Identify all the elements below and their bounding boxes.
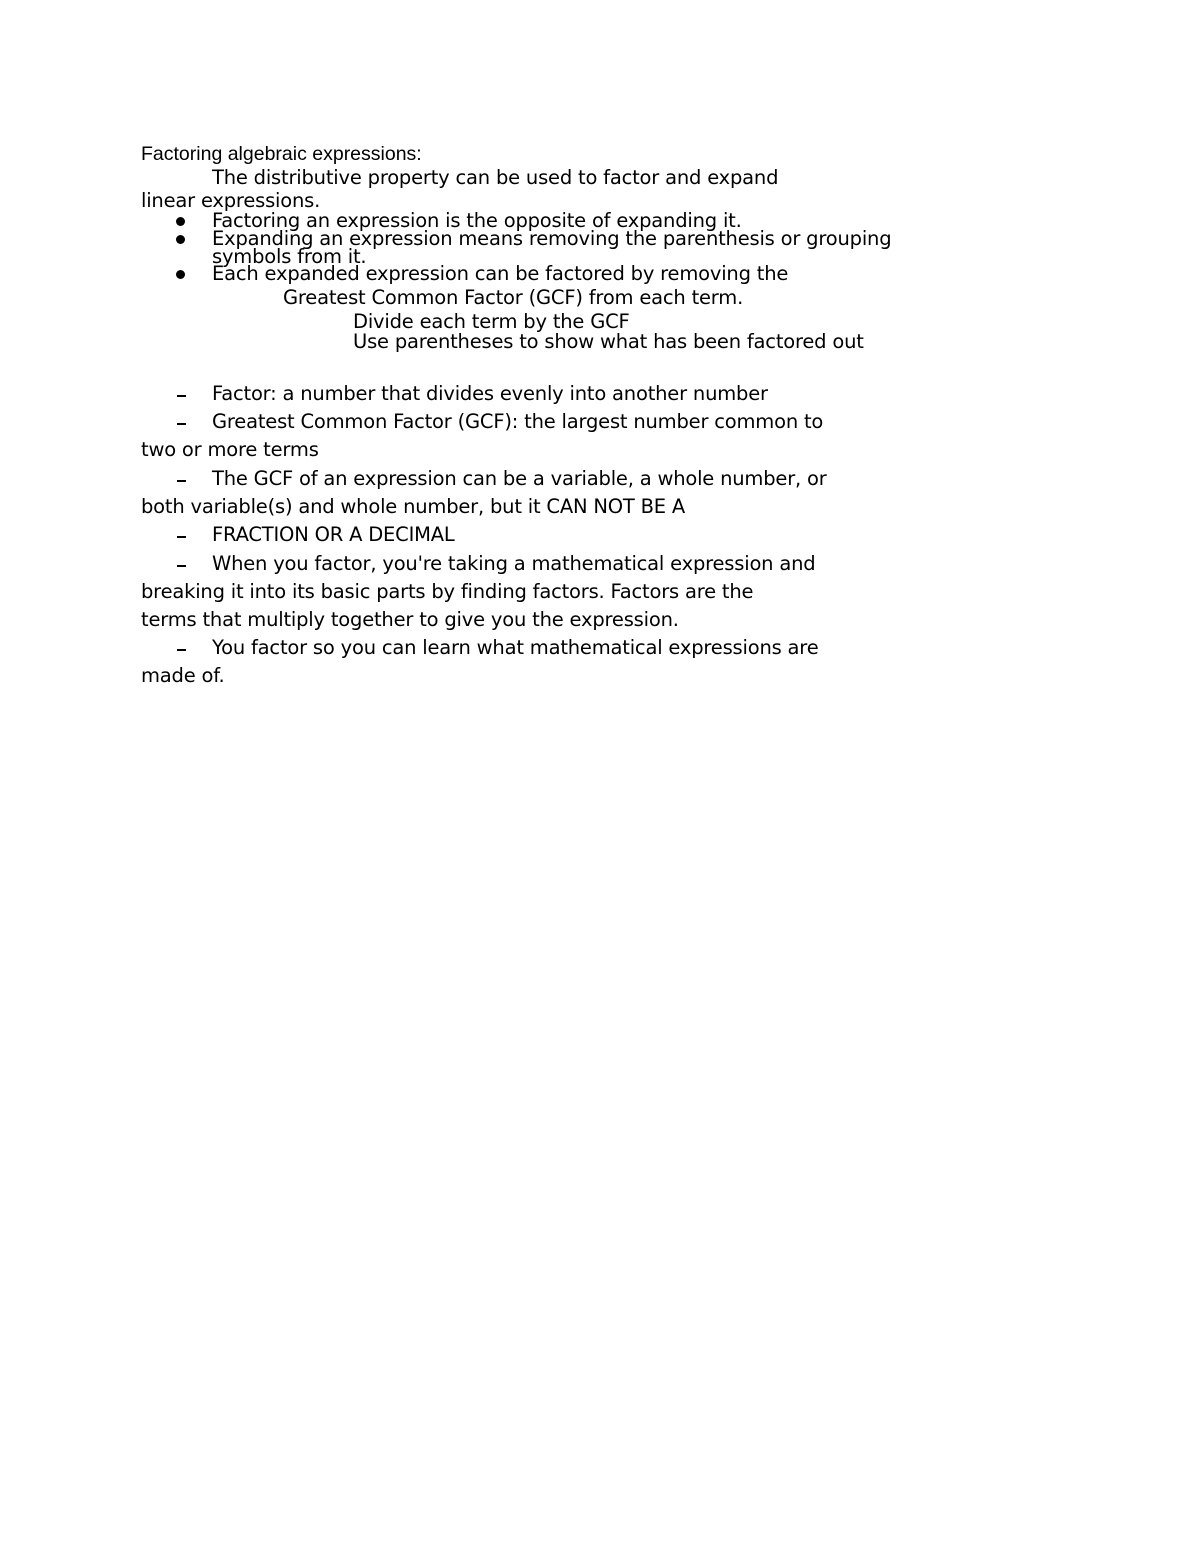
bullet-item: Each expanded expression can be factored by removing the [212, 262, 789, 285]
bullet-item: Factoring an expression is the opposite of expanding it. [212, 209, 742, 232]
dash-item: You factor so you can learn what mathematical expressions are [212, 636, 819, 659]
dash-item-continuation: made of. [141, 664, 225, 687]
dash-item-continuation: two or more terms [141, 438, 319, 461]
bullet-item-continuation: symbols from it. [212, 245, 367, 268]
dash-item: Factor: a number that divides evenly into another number [212, 382, 768, 405]
dash-marker [177, 480, 186, 482]
dash-item: The GCF of an expression can be a variable, a whole number, or [212, 467, 827, 490]
dash-item-continuation: breaking it into its basic parts by finding factors. Factors are the [141, 580, 754, 603]
bullet-marker [176, 217, 185, 226]
dash-item: FRACTION OR A DECIMAL [212, 523, 455, 546]
dash-marker [177, 649, 186, 651]
bullet-marker [176, 235, 185, 244]
dash-marker [177, 565, 186, 567]
dash-marker [177, 395, 186, 397]
dash-item: Greatest Common Factor (GCF): the largest number common to [212, 410, 824, 433]
document-heading: Factoring algebraic expressions: [141, 143, 422, 165]
bullet-marker [176, 270, 185, 279]
dash-marker [177, 423, 186, 425]
dash-item-continuation: both variable(s) and whole number, but it CAN NOT BE A [141, 495, 686, 518]
sub-line: Divide each term by the GCF [353, 310, 630, 333]
intro-line: The distributive property can be used to factor and expand [212, 166, 779, 189]
intro-line: linear expressions. [141, 189, 321, 212]
bullet-item: Expanding an expression means removing the parenthesis or grouping [212, 227, 892, 250]
sub-line: Use parentheses to show what has been factored out [353, 330, 864, 353]
sub-line: Greatest Common Factor (GCF) from each term. [283, 286, 744, 309]
dash-marker [177, 536, 186, 538]
dash-item-continuation: terms that multiply together to give you the expression. [141, 608, 679, 631]
dash-item: When you factor, you're taking a mathematical expression and [212, 552, 816, 575]
